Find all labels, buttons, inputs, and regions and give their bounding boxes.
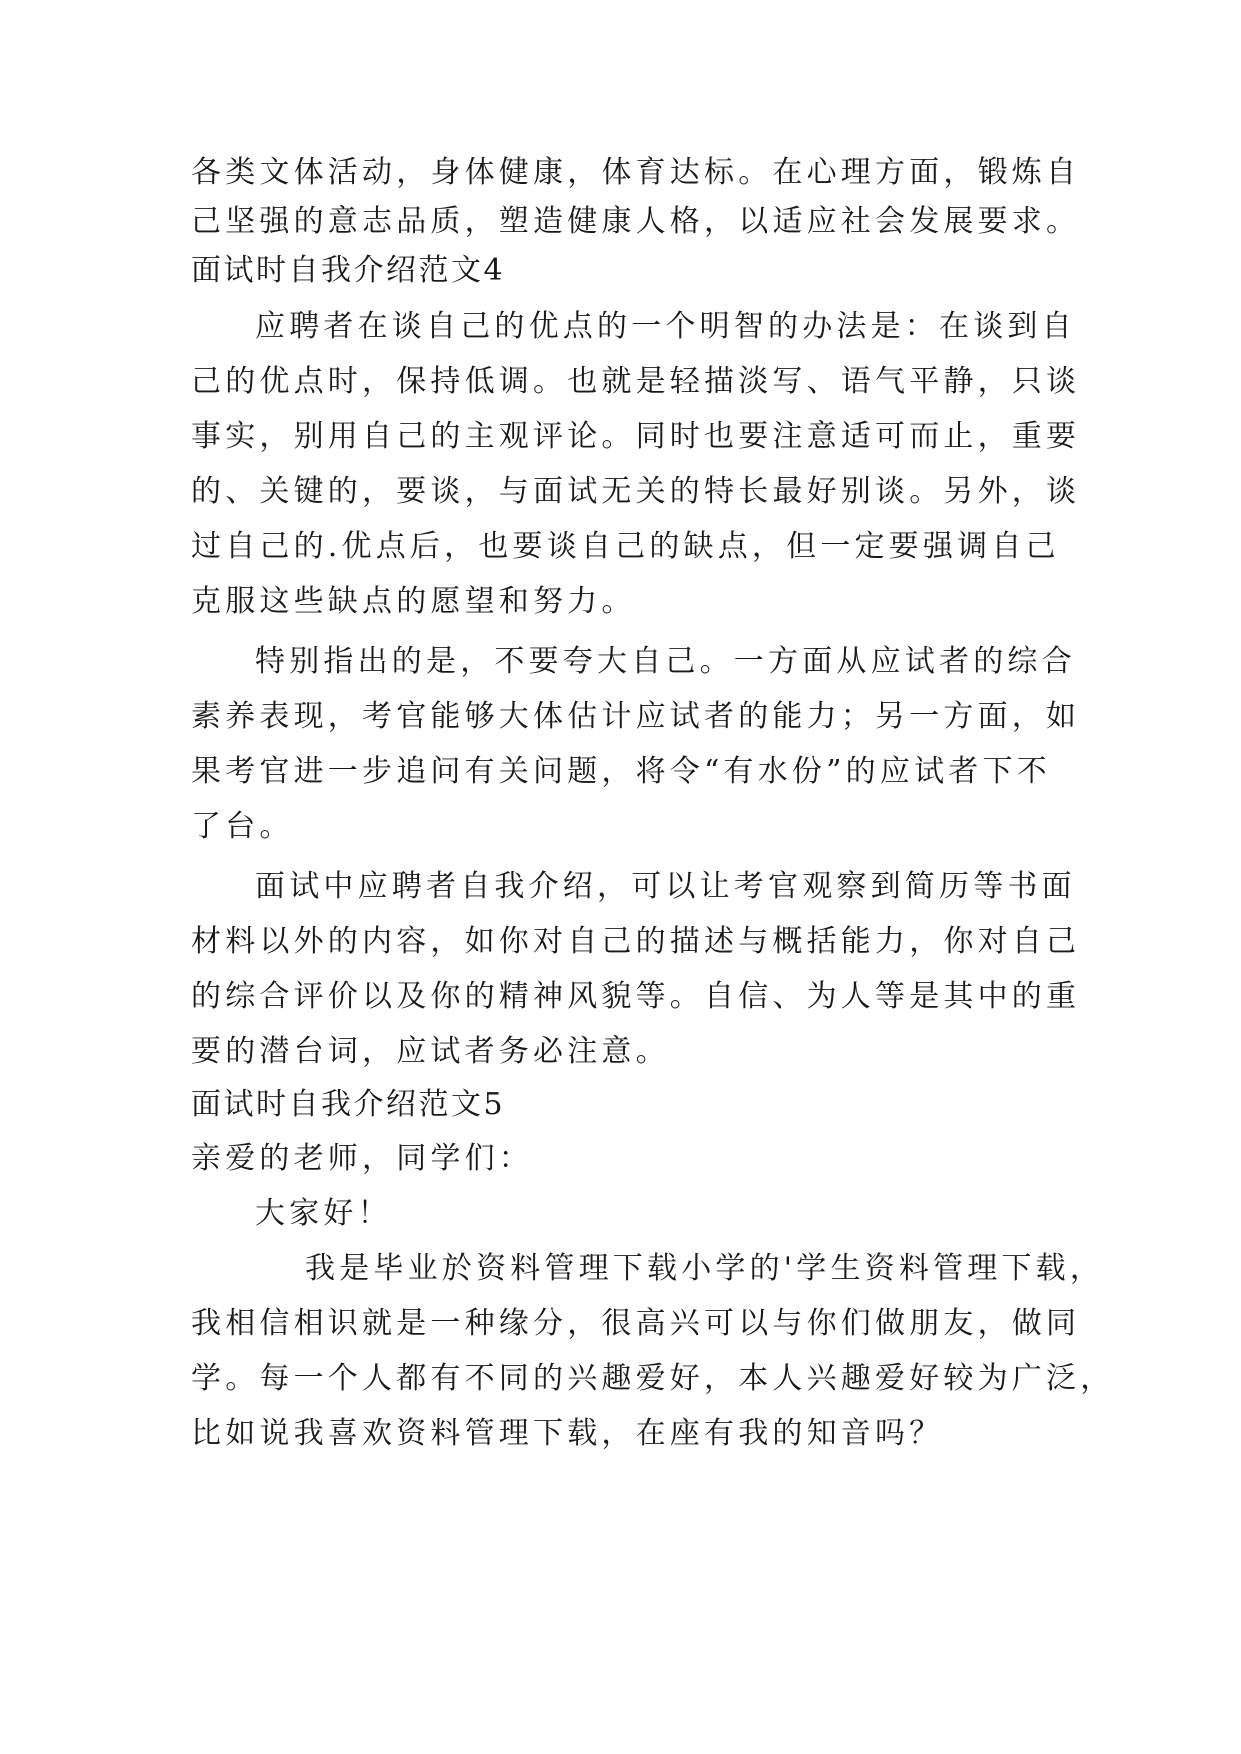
body-text-line: 我相信相识就是一种缘分，很高兴可以与你们做朋友，做同	[191, 1306, 1081, 1341]
body-text-line: 材料以外的内容，如你对自己的描述与概括能力，你对自己	[191, 924, 1081, 959]
section-heading: 面试时自我介绍范文4	[191, 253, 506, 288]
paragraph-first-line: 我是毕业於资料管理下载小学的'学生资料管理下载，	[305, 1251, 1105, 1286]
body-text-line: 克服这些缺点的愿望和努力。	[191, 584, 636, 619]
body-text-line: 各类文体活动，身体健康，体育达标。在心理方面，锻炼自	[191, 155, 1081, 190]
body-text-line: 果考官进一步追问有关问题，将令“有水份”的应试者下不	[191, 754, 1051, 789]
body-text-line: 素养表现，考官能够大体估计应试者的能力；另一方面，如	[191, 699, 1081, 734]
body-text-line: 学。每一个人都有不同的兴趣爱好，本人兴趣爱好较为广泛，	[191, 1361, 1115, 1396]
body-text-line: 比如说我喜欢资料管理下载，在座有我的知音吗？	[191, 1416, 944, 1451]
body-text-line: 了台。	[191, 809, 294, 844]
greeting-line: 大家好！	[255, 1196, 392, 1231]
section-heading: 面试时自我介绍范文5	[191, 1087, 506, 1122]
paragraph-first-line: 应聘者在谈自己的优点的一个明智的办法是：在谈到自	[255, 309, 1076, 344]
body-text-line: 过自己的.优点后，也要谈自己的缺点，但一定要强调自己	[191, 529, 1060, 564]
body-text-line: 己坚强的意志品质，塑造健康人格，以适应社会发展要求。	[191, 204, 1081, 239]
body-text-line: 要的潜台词，应试者务必注意。	[191, 1034, 670, 1069]
body-text-line: 的、关键的，要谈，与面试无关的特长最好别谈。另外，谈	[191, 474, 1081, 509]
body-text-line: 事实，别用自己的主观评论。同时也要注意适可而止，重要	[191, 419, 1081, 454]
salutation-line: 亲爱的老师，同学们：	[191, 1141, 533, 1176]
body-text-line: 的综合评价以及你的精神风貌等。自信、为人等是其中的重	[191, 979, 1081, 1014]
body-text-line: 己的优点时，保持低调。也就是轻描淡写、语气平静，只谈	[191, 364, 1081, 399]
paragraph-first-line: 面试中应聘者自我介绍，可以让考官观察到简历等书面	[255, 869, 1076, 904]
paragraph-first-line: 特别指出的是，不要夸大自己。一方面从应试者的综合	[255, 644, 1076, 679]
